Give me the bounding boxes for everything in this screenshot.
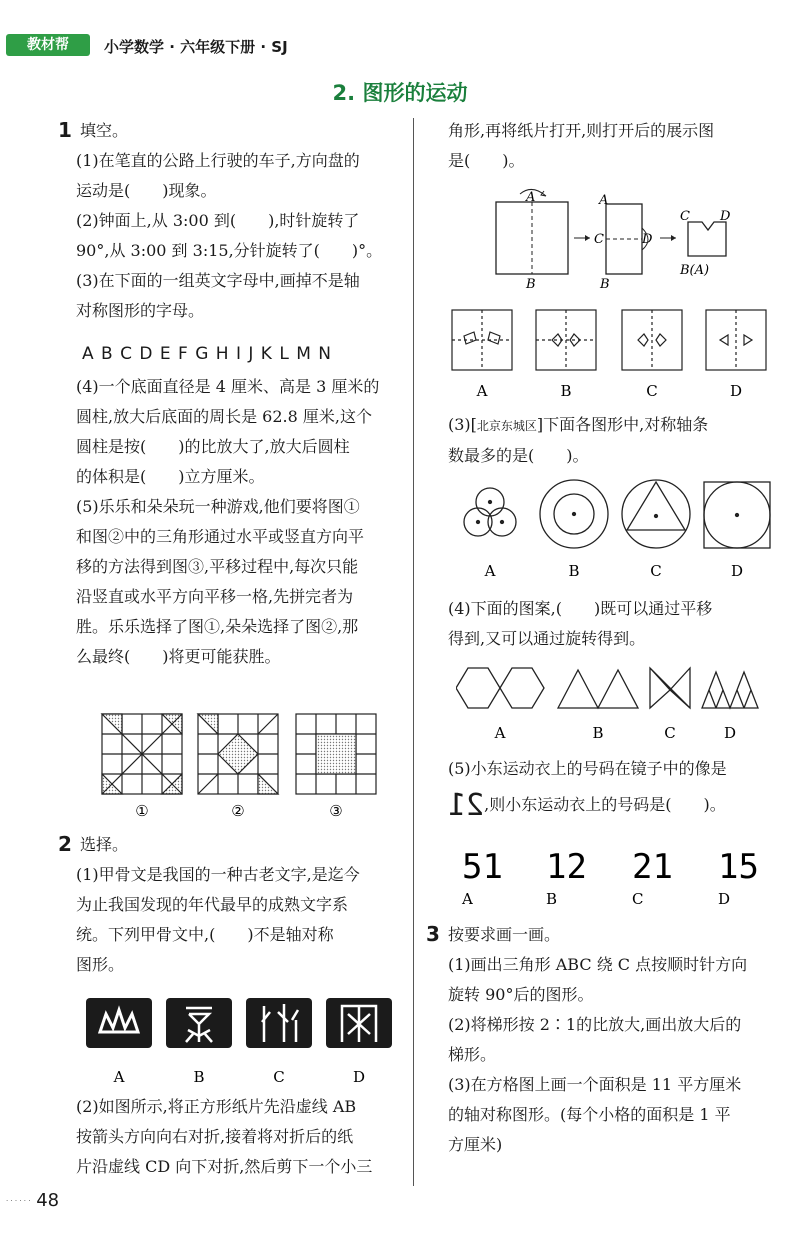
oracle-label-a: A	[113, 1068, 125, 1086]
svg-text:D: D	[723, 724, 737, 742]
grid-label-2: ②	[231, 802, 245, 820]
question-2-title: 选择。	[80, 835, 129, 854]
svg-text:A: A	[476, 382, 488, 400]
book-header: 小学数学 · 六年级下册 · SJ	[104, 38, 288, 56]
svg-text:B(A): B(A)	[680, 263, 710, 278]
question-2-5: (5)小东运动衣上的号码在镜子中的像是 21,则小东运动衣上的号码是( )。	[448, 759, 727, 823]
svg-text:51: 51	[462, 847, 503, 887]
question-3-title: 按要求画一画。	[448, 925, 561, 944]
svg-text:B: B	[568, 562, 580, 580]
svg-text:B: B	[526, 277, 536, 292]
svg-text:D: D	[720, 209, 731, 224]
grid-label-1: ①	[135, 802, 149, 820]
svg-text:C: C	[646, 382, 658, 400]
svg-text:A: A	[494, 724, 506, 742]
svg-text:D: D	[730, 562, 744, 580]
oracle-bone-figures	[86, 998, 396, 1090]
question-2-items-cont: (2)如图所示,将正方形纸片先沿虚线 AB 按箭头方向向右对折,接着将对折后的纸 片沿虚线 CD 向下对折,然后剪下一个小三	[76, 1097, 373, 1176]
question-1-title: 填空。	[80, 121, 129, 140]
question-1-number: 1	[58, 118, 72, 142]
svg-text:15: 15	[718, 847, 759, 887]
question-2-4: (4)下面的图案,( )既可以通过平移 得到,又可以通过旋转得到。	[448, 599, 713, 648]
svg-text:C: C	[650, 562, 662, 580]
svg-text:D: D	[718, 890, 731, 908]
question-2-continued: 角形,再将纸片打开,则打开后的展示图 是( )。	[448, 121, 715, 170]
question-3-number: 3	[426, 922, 440, 946]
svg-text:D: D	[729, 382, 743, 400]
svg-text:21: 21	[632, 847, 673, 887]
svg-text:B: B	[592, 724, 604, 742]
symmetry-figures	[456, 478, 776, 588]
svg-text:A: A	[462, 890, 473, 908]
question-3-items: (1)画出三角形 ABC 绕 C 点按顺时针方向 旋转 90°后的图形。 (2)将梯形按 2∶1的比放大,画出放大后的 梯形。 (3)在方格图上画一个面积是 11 平方厘米 的轴对称图形。(每个小格的面积是 1 平 方厘米)	[448, 955, 748, 1154]
svg-text:D: D	[642, 232, 653, 247]
grid-figures	[100, 710, 390, 822]
question-2-items: (1)甲骨文是我国的一种古老文字,是迄今 为止我国发现的年代最早的成熟文字系 统。下列甲骨文中,( )不是轴对称 图形。	[76, 865, 360, 974]
svg-text:B: B	[560, 382, 572, 400]
section-title: 2. 图形的运动	[332, 81, 468, 105]
svg-text:C: C	[632, 890, 644, 908]
pattern-figures	[456, 660, 786, 746]
letter-row: A B C D E F G H I J K L M N	[82, 344, 332, 364]
svg-text:C: C	[594, 232, 604, 247]
source-tag: 北京东城区	[476, 419, 537, 433]
svg-text:C: C	[680, 209, 690, 224]
number-options	[448, 842, 778, 910]
question-2-3: (3)[北京东城区]下面各图形中,对称轴条 数最多的是( )。	[448, 415, 709, 465]
svg-text:A: A	[484, 562, 496, 580]
svg-text:A: A	[599, 193, 609, 208]
column-divider	[413, 118, 414, 1186]
svg-text:A: A	[526, 190, 536, 205]
question-2-number: 2	[58, 832, 72, 856]
mirror-number: 21	[448, 787, 485, 823]
svg-text:B: B	[546, 890, 558, 908]
svg-text:B: B	[600, 277, 610, 292]
svg-text:C: C	[664, 724, 676, 742]
brand-badge: 教材帮	[6, 34, 90, 56]
page-number: · · · · · · 48	[6, 1190, 60, 1211]
oracle-label-c: C	[273, 1068, 285, 1086]
unfolded-options	[448, 304, 788, 404]
question-1-items-cont: (4)一个底面直径是 4 厘米、高是 3 厘米的 圆柱,放大后底面的周长是 62.8 厘米,这个 圆柱是按( )的比放大了,放大后圆柱 的体积是( )立方厘米。 (5)乐乐和朵朵玩一种游戏,他们要将图① 和图②中的三角形通过水平或竖直方向平 移的方法得到图③,平移过程中,每次只能 沿竖直或水平方向平移一格,先拼完者为 胜。乐乐选择了图①,朵朵选择了图②,那 么最终( )将更可能获胜。	[76, 377, 380, 666]
svg-text:12: 12	[546, 847, 587, 887]
folding-diagram	[490, 184, 750, 296]
question-1-items: (1)在笔直的公路上行驶的车子,方向盘的 运动是( )现象。 (2)钟面上,从 3:00 到( ),时针旋转了 90°,从 3:00 到 3:15,分针旋转了( )°。 (3)在下面的一组英文字母中,画掉不是轴 对称图形的字母。	[76, 151, 383, 320]
oracle-label-b: B	[193, 1068, 205, 1086]
grid-label-3: ③	[329, 802, 343, 820]
oracle-label-d: D	[352, 1068, 366, 1086]
